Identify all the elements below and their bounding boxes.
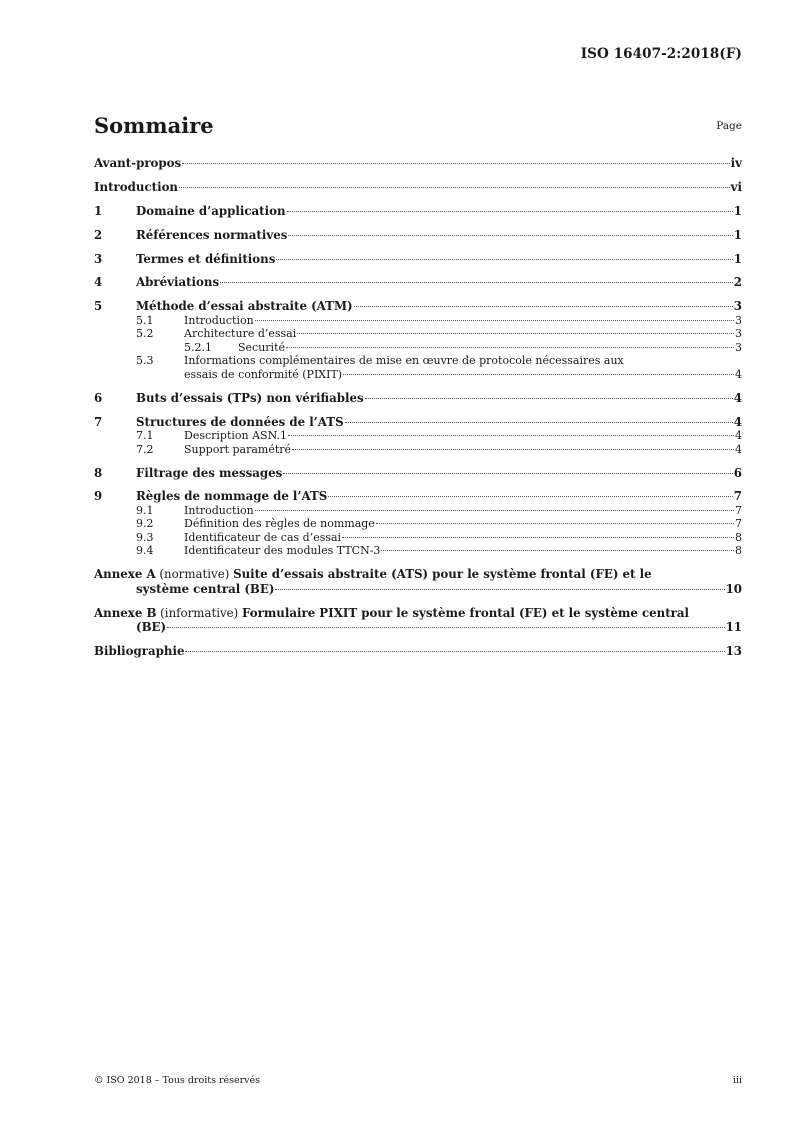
page-column-label: Page: [716, 120, 742, 132]
toc-entry-7[interactable]: [94, 415, 742, 430]
footer-copyright: © ISO 2018 – Tous droits réservés: [94, 1075, 261, 1086]
toc-label: Introduction: [184, 313, 254, 327]
dot-leader: [167, 627, 724, 628]
toc-label: Définition des règles de nommage: [184, 517, 375, 531]
dot-leader: [182, 163, 729, 164]
toc-number: 9.2: [136, 517, 154, 531]
dot-leader: [179, 187, 730, 188]
dot-leader: [376, 523, 734, 524]
toc-entry-9-3[interactable]: [94, 531, 742, 545]
dot-leader: [345, 422, 733, 423]
toc-page: 2: [733, 275, 742, 290]
annex-title-line2: (BE): [136, 620, 167, 635]
toc-number: 7.1: [136, 429, 154, 443]
toc-label: Abréviations: [136, 275, 220, 290]
toc-label: Avant-propos: [94, 156, 182, 170]
toc-number: 5.1: [136, 313, 154, 327]
toc-page: 7: [735, 517, 742, 531]
toc-page: 4: [735, 442, 742, 456]
toc-page: 7: [733, 489, 742, 504]
toc-label: Identificateur des modules TTCN-3: [184, 544, 381, 558]
dot-leader: [328, 496, 732, 497]
toc-entry-5-2-1[interactable]: [94, 341, 742, 355]
toc-page: vi: [730, 179, 742, 194]
dot-leader: [275, 589, 724, 590]
dot-leader: [381, 550, 734, 551]
toc-entry-6[interactable]: [94, 391, 742, 406]
toc-entry-5-1[interactable]: [94, 314, 742, 328]
toc-page: 3: [735, 313, 742, 327]
toc-label: Méthode d’essai abstraite (ATM): [136, 299, 353, 314]
toc-number: 7: [94, 414, 103, 429]
toc-entry-avant-propos[interactable]: [94, 156, 742, 171]
annex-title-line1: Formulaire PIXIT pour le système frontal (FE) et le système central: [242, 605, 690, 620]
toc-number: 7.2: [136, 442, 154, 456]
footer-page-number: iii: [732, 1075, 742, 1086]
toc-entry-7-2[interactable]: [94, 443, 742, 457]
toc-label: Filtrage des messages: [136, 465, 283, 480]
dot-leader: [287, 211, 733, 212]
toc-number: 5: [94, 299, 103, 314]
toc-entry-8[interactable]: [94, 466, 742, 481]
table-of-contents: [94, 156, 742, 659]
toc-entry-9-4[interactable]: [94, 544, 742, 558]
toc-number: 9.3: [136, 530, 154, 544]
toc-number: 6: [94, 390, 103, 405]
toc-number: 5.2.1: [184, 340, 212, 354]
toc-label: Securité: [238, 340, 285, 354]
document-id: ISO 16407-2:2018(F): [580, 46, 742, 62]
toc-label-line2: essais de conformité (PIXIT): [184, 367, 343, 381]
dot-leader: [354, 306, 733, 307]
toc-title: Sommaire: [94, 113, 214, 138]
toc-label: Règles de nommage de l’ATS: [136, 489, 328, 504]
toc-label: Identificateur de cas d’essai: [184, 530, 342, 544]
toc-label-line1: Informations complémentaires de mise en œuvre de protocole nécessaires aux: [184, 354, 624, 368]
toc-page: 4: [733, 390, 742, 405]
toc-number: 1: [94, 203, 103, 218]
toc-number: 5.2: [136, 327, 154, 341]
toc-number: 4: [94, 275, 103, 290]
toc-number: 2: [94, 227, 103, 242]
toc-label: Termes et définitions: [136, 251, 276, 266]
dot-leader: [283, 473, 732, 474]
toc-page: 4: [735, 367, 742, 381]
toc-label: Buts d’essais (TPs) non vérifiables: [136, 390, 364, 405]
dot-leader: [276, 259, 732, 260]
toc-page: 3: [735, 340, 742, 354]
toc-entry-introduction[interactable]: [94, 180, 742, 195]
dot-leader: [220, 282, 733, 283]
toc-page: 3: [735, 327, 742, 341]
dot-leader: [185, 651, 724, 652]
toc-page: 11: [725, 620, 742, 635]
toc-page: 10: [725, 581, 742, 596]
toc-entry-4[interactable]: [94, 275, 742, 290]
annex-title-line2: système central (BE): [136, 581, 275, 596]
toc-page: 8: [735, 530, 742, 544]
toc-label: Références normatives: [136, 227, 288, 242]
dot-leader: [288, 235, 732, 236]
dot-leader: [288, 435, 734, 436]
dot-leader: [286, 347, 734, 348]
toc-page: iv: [730, 156, 742, 170]
toc-entry-9-1[interactable]: [94, 504, 742, 518]
annex-kind: (informative): [156, 605, 242, 620]
toc-entry-9-2[interactable]: [94, 517, 742, 531]
toc-entry-5[interactable]: [94, 299, 742, 314]
toc-page: 3: [733, 299, 742, 314]
toc-label: Introduction: [94, 179, 179, 194]
annex-title-line1: Suite d’essais abstraite (ATS) pour le système frontal (FE) et le: [233, 567, 652, 582]
toc-number: 5.3: [136, 354, 154, 368]
dot-leader: [365, 398, 733, 399]
toc-entry-5-2[interactable]: [94, 327, 742, 341]
toc-number: 9: [94, 489, 103, 504]
dot-leader: [342, 537, 734, 538]
toc-label: Description ASN.1: [184, 429, 287, 443]
toc-number: 8: [94, 465, 103, 480]
toc-label: Architecture d’essai: [184, 327, 297, 341]
toc-label: Support paramétré: [184, 442, 292, 456]
annex-kind: (normative): [155, 567, 234, 582]
toc-entry-annex-b[interactable]: [94, 606, 742, 635]
toc-page: 4: [733, 414, 742, 429]
toc-page: 7: [735, 503, 742, 517]
toc-page: 1: [733, 203, 742, 218]
toc-entry-bibliographie[interactable]: [94, 644, 742, 659]
toc-page: 1: [733, 251, 742, 266]
toc-entry-7-1[interactable]: [94, 429, 742, 443]
toc-label: Bibliographie: [94, 644, 185, 659]
toc-page: 6: [733, 465, 742, 480]
toc-label: Structures de données de l’ATS: [136, 414, 344, 429]
toc-page: 13: [725, 644, 742, 659]
dot-leader: [255, 510, 734, 511]
annex-prefix: Annexe A: [94, 567, 156, 582]
toc-label: Domaine d’application: [136, 203, 286, 218]
dot-leader: [292, 449, 734, 450]
dot-leader: [343, 374, 734, 375]
toc-number: 9.4: [136, 544, 154, 558]
toc-page: 8: [735, 544, 742, 558]
toc-number: 3: [94, 251, 103, 266]
toc-entry-9[interactable]: [94, 489, 742, 504]
toc-page: 4: [735, 429, 742, 443]
toc-entry-1[interactable]: [94, 204, 742, 219]
dot-leader: [297, 333, 734, 334]
toc-label: Introduction: [184, 503, 254, 517]
toc-number: 9.1: [136, 503, 154, 517]
toc-entry-annex-a[interactable]: [94, 567, 742, 596]
toc-page: 1: [733, 227, 742, 242]
toc-entry-2[interactable]: [94, 228, 742, 243]
annex-prefix: Annexe B: [94, 605, 157, 620]
dot-leader: [255, 320, 734, 321]
toc-entry-5-3-cont[interactable]: [94, 368, 742, 382]
toc-entry-5-3[interactable]: [94, 354, 742, 368]
toc-entry-3[interactable]: [94, 252, 742, 267]
